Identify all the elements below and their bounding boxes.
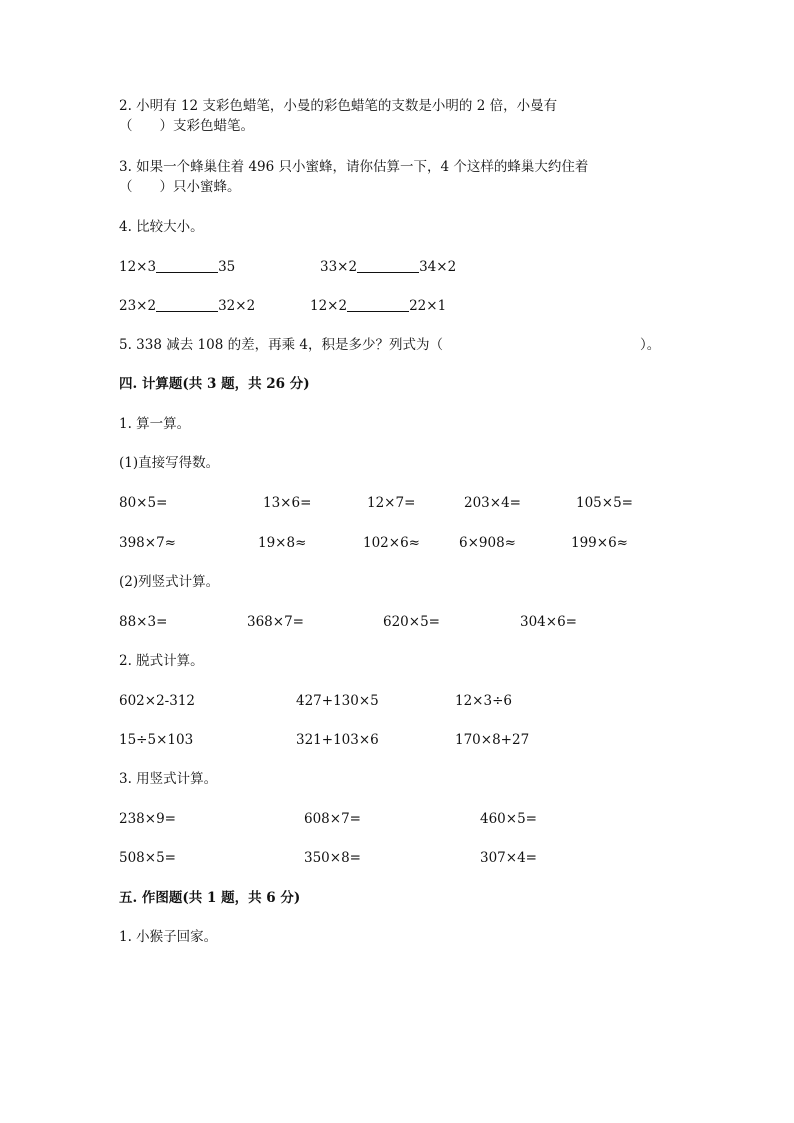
problem-item: 368×7= — [247, 614, 304, 630]
question-3-line-2: （ ）只小蜜蜂。 — [119, 179, 241, 195]
problem-item: 12×7= — [367, 495, 416, 511]
compare-item: 12×3 35 — [119, 259, 236, 275]
problem-item: 427+130×5 — [296, 693, 379, 709]
section-5-q1: 1. 小猴子回家。 — [119, 929, 218, 945]
compare-item: 12×2 22×1 — [310, 298, 447, 314]
problem-item: 19×8≈ — [258, 535, 307, 551]
problem-item: 508×5= — [119, 850, 176, 866]
problem-item: 13×6= — [263, 495, 312, 511]
problem-item: 608×7= — [304, 811, 361, 827]
question-2-line-2: （ ）支彩色蜡笔。 — [119, 118, 254, 134]
problem-item: 170×8+27 — [455, 732, 530, 748]
question-3-line-1: 3. 如果一个蜂巢住着 496 只小蜜蜂，请你估算一下，4 个这样的蜂巢大约住着 — [119, 159, 589, 175]
problem-item: 12×3÷6 — [455, 693, 512, 709]
problem-item: 15÷5×103 — [119, 732, 194, 748]
problem-item: 88×3= — [119, 614, 168, 630]
problem-item: 6×908≈ — [459, 535, 516, 551]
problem-item: 620×5= — [383, 614, 440, 630]
question-2-line-1: 2. 小明有 12 支彩色蜡笔，小曼的彩色蜡笔的支数是小明的 2 倍，小曼有 — [119, 98, 558, 114]
section-4-q1-sub1: (1)直接写得数。 — [119, 455, 220, 471]
section-4-q2-title: 2. 脱式计算。 — [119, 653, 204, 669]
problem-item: 203×4= — [464, 495, 521, 511]
answer-blank[interactable] — [156, 297, 218, 312]
answer-blank[interactable] — [156, 258, 218, 273]
problem-item: 105×5= — [576, 495, 633, 511]
problem-item: 398×7≈ — [119, 535, 176, 551]
compare-item: 33×2 34×2 — [320, 259, 457, 275]
compare-item: 23×2 32×2 — [119, 298, 256, 314]
problem-item: 199×6≈ — [571, 535, 628, 551]
section-4-title: 四. 计算题(共 3 题，共 26 分) — [119, 376, 310, 392]
question-5-text: 5. 338 减去 108 的差，再乘 4，积是多少？列式为（ — [119, 337, 443, 353]
answer-blank[interactable] — [347, 297, 409, 312]
problem-item: 602×2-312 — [119, 693, 195, 709]
section-5-title: 五. 作图题(共 1 题，共 6 分) — [119, 890, 301, 906]
section-4-q3-title: 3. 用竖式计算。 — [119, 771, 218, 787]
problem-item: 80×5= — [119, 495, 168, 511]
problem-item: 238×9= — [119, 811, 176, 827]
problem-item: 321+103×6 — [296, 732, 379, 748]
answer-blank[interactable] — [357, 258, 419, 273]
question-5-close: ）。 — [640, 337, 661, 353]
problem-item: 460×5= — [480, 811, 537, 827]
section-4-q1-sub2: (2)列竖式计算。 — [119, 574, 220, 590]
section-4-q1-title: 1. 算一算。 — [119, 416, 191, 432]
problem-item: 307×4= — [480, 850, 537, 866]
problem-item: 304×6= — [520, 614, 577, 630]
problem-item: 350×8= — [304, 850, 361, 866]
question-4-title: 4. 比较大小。 — [119, 219, 204, 235]
problem-item: 102×6≈ — [363, 535, 420, 551]
